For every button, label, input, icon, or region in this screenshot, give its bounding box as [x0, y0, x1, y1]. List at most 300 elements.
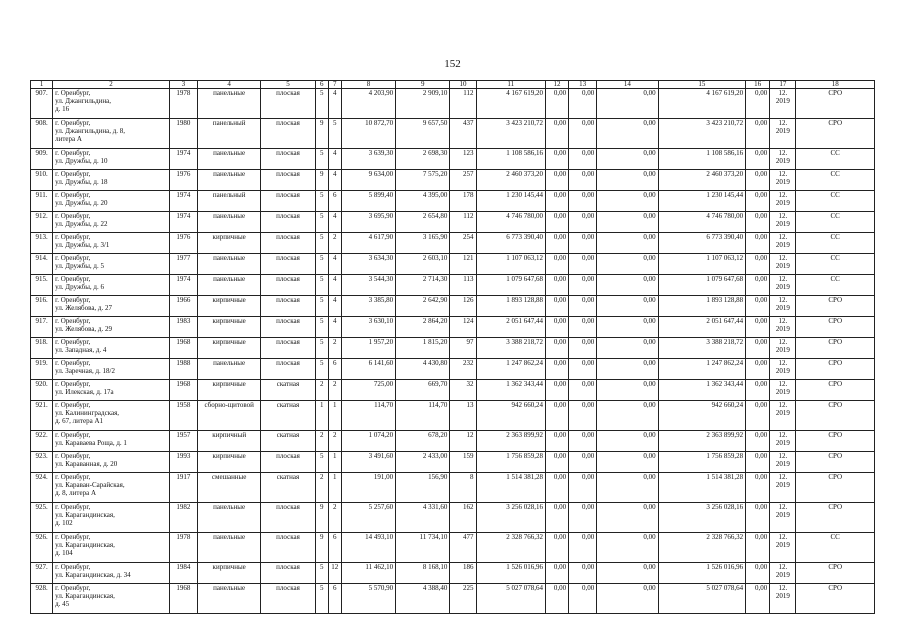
roof-type-cell: плоская — [261, 191, 315, 212]
wall-material-cell: панельные — [197, 584, 260, 614]
cost-col-14-cell: 0,00 — [597, 212, 658, 233]
total-area-cell: 3 630,10 — [341, 317, 395, 338]
commission-year-cell: 1982 — [169, 503, 197, 533]
wall-material-cell: панельные — [197, 533, 260, 563]
planned-completion-line: 2019 — [775, 367, 790, 375]
address-line: ул. Карагандинская, — [55, 511, 115, 519]
planned-completion-cell — [770, 503, 796, 533]
wall-material-cell: кирпичные — [197, 338, 260, 359]
wall-material-cell: панельные — [197, 254, 260, 275]
fund-formation-method-cell: СРО — [796, 317, 875, 338]
wall-material-cell: панельные — [197, 275, 260, 296]
total-area-cell: 14 493,10 — [341, 533, 395, 563]
address-cell — [53, 149, 170, 170]
address-cell — [53, 452, 170, 473]
cost-col-16-cell: 0,00 — [746, 191, 770, 212]
planned-completion-line: 2019 — [775, 199, 790, 207]
total-cost-cell: 1 514 381,28 — [476, 473, 545, 503]
total-cost-cell: 2 328 766,32 — [476, 533, 545, 563]
wall-material-cell: панельные — [197, 149, 260, 170]
cost-col-13-cell: 0,00 — [569, 533, 597, 563]
planned-completion-cell — [770, 89, 796, 119]
fund-formation-method-cell: СС — [796, 170, 875, 191]
cost-col-15-cell: 2 328 766,32 — [658, 533, 746, 563]
cost-col-12-cell: 0,00 — [545, 584, 568, 614]
commission-year-cell: 1993 — [169, 452, 197, 473]
cost-col-12-cell: 0,00 — [545, 563, 568, 584]
address-line: г. Оренбург, — [55, 296, 91, 304]
floors-count-cell: 5 — [315, 275, 328, 296]
floors-count-cell: 5 — [315, 212, 328, 233]
commission-year-cell: 1978 — [169, 533, 197, 563]
cost-col-13-cell: 0,00 — [569, 233, 597, 254]
address-line: ул. Карагандинская, — [55, 592, 115, 600]
total-cost-cell: 3 388 218,72 — [476, 338, 545, 359]
total-area-cell: 191,00 — [341, 473, 395, 503]
table-row — [31, 275, 875, 296]
table-row — [31, 533, 875, 563]
residents-count-cell: 113 — [450, 275, 476, 296]
total-area-cell: 5 899,40 — [341, 191, 395, 212]
cost-col-13-cell: 0,00 — [569, 149, 597, 170]
total-cost-cell: 1 362 343,44 — [476, 380, 545, 401]
cost-col-16-cell: 0,00 — [746, 584, 770, 614]
address-line: г. Оренбург, — [55, 401, 91, 409]
residents-count-cell: 12 — [450, 431, 476, 452]
total-area-cell: 4 617,90 — [341, 233, 395, 254]
wall-material-cell: панельные — [197, 89, 260, 119]
planned-completion-line: 12. — [778, 212, 788, 220]
entrances-count-cell: 2 — [328, 431, 341, 452]
address-line: ул. Караванная, д. 20 — [55, 460, 118, 468]
total-area-cell: 10 872,70 — [341, 119, 395, 149]
planned-completion-cell — [770, 452, 796, 473]
cost-col-16-cell: 0,00 — [746, 119, 770, 149]
cost-col-16-cell: 0,00 — [746, 89, 770, 119]
planned-completion-line: 2019 — [775, 220, 790, 228]
planned-completion-line: 12. — [778, 533, 788, 541]
cost-col-13-cell: 0,00 — [569, 359, 597, 380]
cost-col-13-cell: 0,00 — [569, 170, 597, 191]
cost-col-16-cell: 0,00 — [746, 431, 770, 452]
table-row — [31, 431, 875, 452]
address-line: г. Оренбург, — [55, 503, 91, 511]
cost-col-15-cell: 1 756 859,28 — [658, 452, 746, 473]
address-line: г. Оренбург, — [55, 473, 91, 481]
cost-col-12-cell: 0,00 — [545, 380, 568, 401]
table-row — [31, 233, 875, 254]
fund-formation-method-cell: СРО — [796, 380, 875, 401]
row-number-cell: 926. — [31, 533, 53, 563]
wall-material-cell: панельные — [197, 170, 260, 191]
row-number-cell: 915. — [31, 275, 53, 296]
commission-year-cell: 1958 — [169, 401, 197, 431]
roof-type-cell: скатная — [261, 473, 315, 503]
cost-col-14-cell: 0,00 — [597, 191, 658, 212]
total-area-cell: 5 257,60 — [341, 503, 395, 533]
table-row — [31, 401, 875, 431]
entrances-count-cell: 4 — [328, 149, 341, 170]
column-number-14: 14 — [597, 81, 658, 89]
total-cost-cell: 1 756 859,28 — [476, 452, 545, 473]
commission-year-cell: 1983 — [169, 317, 197, 338]
fund-formation-method-cell: СРО — [796, 359, 875, 380]
planned-completion-line: 12. — [778, 473, 788, 481]
entrances-count-cell: 2 — [328, 380, 341, 401]
residential-area-cell: 678,20 — [396, 431, 450, 452]
address-line: ул. Желябова, д. 27 — [55, 304, 112, 312]
planned-completion-line: 12. — [778, 452, 788, 460]
table-row — [31, 212, 875, 233]
address-line: ул. Дружбы, д. 5 — [55, 262, 104, 270]
address-line: ул. Карагандинская, д. 34 — [55, 571, 131, 579]
commission-year-cell: 1966 — [169, 296, 197, 317]
fund-formation-method-cell: СС — [796, 149, 875, 170]
column-number-4: 4 — [197, 81, 260, 89]
cost-col-14-cell: 0,00 — [597, 473, 658, 503]
cost-col-13-cell: 0,00 — [569, 191, 597, 212]
row-number-cell: 910. — [31, 170, 53, 191]
entrances-count-cell: 4 — [328, 170, 341, 191]
floors-count-cell: 2 — [315, 431, 328, 452]
cost-col-15-cell: 1 247 862,24 — [658, 359, 746, 380]
row-number-cell: 917. — [31, 317, 53, 338]
cost-col-12-cell: 0,00 — [545, 254, 568, 275]
total-cost-cell: 1 107 063,12 — [476, 254, 545, 275]
cost-col-14-cell: 0,00 — [597, 431, 658, 452]
entrances-count-cell: 1 — [328, 401, 341, 431]
cost-col-12-cell: 0,00 — [545, 401, 568, 431]
row-number-cell: 924. — [31, 473, 53, 503]
cost-col-13-cell: 0,00 — [569, 431, 597, 452]
address-line: г. Оренбург, — [55, 170, 91, 178]
planned-completion-line: 12. — [778, 191, 788, 199]
wall-material-cell: кирпичные — [197, 380, 260, 401]
address-line: г. Оренбург, — [55, 359, 91, 367]
residents-count-cell: 8 — [450, 473, 476, 503]
cost-col-15-cell: 1 079 647,68 — [658, 275, 746, 296]
commission-year-cell: 1974 — [169, 191, 197, 212]
row-number-cell: 907. — [31, 89, 53, 119]
address-line: г. Оренбург, — [55, 191, 91, 199]
wall-material-cell: панельный — [197, 119, 260, 149]
entrances-count-cell: 2 — [328, 338, 341, 359]
housing-register-table — [30, 80, 875, 614]
residential-area-cell: 7 575,20 — [396, 170, 450, 191]
total-area-cell: 3 634,30 — [341, 254, 395, 275]
planned-completion-cell — [770, 296, 796, 317]
total-cost-cell: 942 660,24 — [476, 401, 545, 431]
commission-year-cell: 1978 — [169, 89, 197, 119]
residential-area-cell: 156,90 — [396, 473, 450, 503]
address-line: ул. Караваева Роща, д. 1 — [55, 439, 127, 447]
residential-area-cell: 4 331,60 — [396, 503, 450, 533]
planned-completion-line: 2019 — [775, 178, 790, 186]
table-row — [31, 359, 875, 380]
commission-year-cell: 1976 — [169, 170, 197, 191]
entrances-count-cell: 1 — [328, 452, 341, 473]
address-cell — [53, 254, 170, 275]
planned-completion-line: 2019 — [775, 241, 790, 249]
cost-col-15-cell: 1 107 063,12 — [658, 254, 746, 275]
residential-area-cell: 2 654,80 — [396, 212, 450, 233]
planned-completion-line: 2019 — [775, 511, 790, 519]
wall-material-cell: панельные — [197, 503, 260, 533]
planned-completion-line: 2019 — [775, 409, 790, 417]
entrances-count-cell: 4 — [328, 317, 341, 338]
cost-col-16-cell: 0,00 — [746, 233, 770, 254]
page-number: 152 — [444, 58, 461, 70]
address-line: г. Оренбург, — [55, 533, 91, 541]
address-cell — [53, 401, 170, 431]
total-area-cell: 6 141,60 — [341, 359, 395, 380]
cost-col-13-cell: 0,00 — [569, 338, 597, 359]
floors-count-cell: 5 — [315, 254, 328, 275]
residential-area-cell: 4 388,40 — [396, 584, 450, 614]
cost-col-12-cell: 0,00 — [545, 452, 568, 473]
table-row — [31, 296, 875, 317]
planned-completion-line: 12. — [778, 119, 788, 127]
cost-col-12-cell: 0,00 — [545, 191, 568, 212]
residents-count-cell: 257 — [450, 170, 476, 191]
entrances-count-cell: 1 — [328, 473, 341, 503]
residential-area-cell: 114,70 — [396, 401, 450, 431]
wall-material-cell: панельные — [197, 212, 260, 233]
planned-completion-line: 2019 — [775, 592, 790, 600]
row-number-cell: 919. — [31, 359, 53, 380]
cost-col-15-cell: 3 423 210,72 — [658, 119, 746, 149]
entrances-count-cell: 6 — [328, 584, 341, 614]
planned-completion-line: 12. — [778, 233, 788, 241]
cost-col-14-cell: 0,00 — [597, 233, 658, 254]
address-line: г. Оренбург, — [55, 380, 91, 388]
address-line: г. Оренбург, — [55, 275, 91, 283]
column-number-2: 2 — [53, 81, 170, 89]
roof-type-cell: плоская — [261, 503, 315, 533]
table-row — [31, 452, 875, 473]
cost-col-12-cell: 0,00 — [545, 473, 568, 503]
floors-count-cell: 5 — [315, 584, 328, 614]
cost-col-16-cell: 0,00 — [746, 533, 770, 563]
planned-completion-line: 2019 — [775, 127, 790, 135]
address-line: ул. Заречная, д. 18/2 — [55, 367, 115, 375]
address-line: ул. Дружбы, д. 3/1 — [55, 241, 110, 249]
row-number-cell: 922. — [31, 431, 53, 452]
floors-count-cell: 5 — [315, 563, 328, 584]
cost-col-15-cell: 1 893 128,88 — [658, 296, 746, 317]
column-number-1: 1 — [31, 81, 53, 89]
entrances-count-cell: 2 — [328, 233, 341, 254]
address-cell — [53, 503, 170, 533]
cost-col-13-cell: 0,00 — [569, 254, 597, 275]
planned-completion-cell — [770, 431, 796, 452]
column-number-18: 18 — [796, 81, 875, 89]
cost-col-16-cell: 0,00 — [746, 317, 770, 338]
address-cell — [53, 296, 170, 317]
cost-col-15-cell: 3 256 028,16 — [658, 503, 746, 533]
address-line: ул. Дружбы, д. 22 — [55, 220, 108, 228]
floors-count-cell: 9 — [315, 170, 328, 191]
planned-completion-cell — [770, 212, 796, 233]
address-line: ул. Дружбы, д. 18 — [55, 178, 108, 186]
wall-material-cell: кирпичные — [197, 452, 260, 473]
residents-count-cell: 477 — [450, 533, 476, 563]
planned-completion-line: 12. — [778, 254, 788, 262]
cost-col-13-cell: 0,00 — [569, 452, 597, 473]
cost-col-13-cell: 0,00 — [569, 317, 597, 338]
residential-area-cell: 2 642,90 — [396, 296, 450, 317]
address-cell — [53, 191, 170, 212]
roof-type-cell: плоская — [261, 338, 315, 359]
cost-col-12-cell: 0,00 — [545, 533, 568, 563]
cost-col-16-cell: 0,00 — [746, 401, 770, 431]
residents-count-cell: 97 — [450, 338, 476, 359]
commission-year-cell: 1977 — [169, 254, 197, 275]
total-cost-cell: 1 526 016,96 — [476, 563, 545, 584]
roof-type-cell: плоская — [261, 296, 315, 317]
total-cost-cell: 6 773 390,40 — [476, 233, 545, 254]
roof-type-cell: плоская — [261, 533, 315, 563]
entrances-count-cell: 6 — [328, 533, 341, 563]
total-area-cell: 1 074,20 — [341, 431, 395, 452]
cost-col-12-cell: 0,00 — [545, 89, 568, 119]
planned-completion-line: 2019 — [775, 97, 790, 105]
total-cost-cell: 1 230 145,44 — [476, 191, 545, 212]
commission-year-cell: 1968 — [169, 380, 197, 401]
wall-material-cell: кирпичный — [197, 431, 260, 452]
fund-formation-method-cell: СРО — [796, 473, 875, 503]
address-cell — [53, 359, 170, 380]
residents-count-cell: 124 — [450, 317, 476, 338]
residents-count-cell: 112 — [450, 89, 476, 119]
wall-material-cell: кирпичные — [197, 233, 260, 254]
cost-col-12-cell: 0,00 — [545, 431, 568, 452]
planned-completion-line: 12. — [778, 563, 788, 571]
address-cell — [53, 233, 170, 254]
commission-year-cell: 1980 — [169, 119, 197, 149]
address-line: г. Оренбург, — [55, 452, 91, 460]
row-number-cell: 913. — [31, 233, 53, 254]
residents-count-cell: 186 — [450, 563, 476, 584]
cost-col-15-cell: 4 746 780,00 — [658, 212, 746, 233]
cost-col-15-cell: 2 460 373,20 — [658, 170, 746, 191]
entrances-count-cell: 2 — [328, 503, 341, 533]
table-row — [31, 89, 875, 119]
total-area-cell: 4 203,90 — [341, 89, 395, 119]
address-line: г. Оренбург, — [55, 233, 91, 241]
address-line: г. Оренбург, — [55, 431, 91, 439]
floors-count-cell: 2 — [315, 380, 328, 401]
planned-completion-cell — [770, 359, 796, 380]
cost-col-16-cell: 0,00 — [746, 149, 770, 170]
row-number-cell: 912. — [31, 212, 53, 233]
commission-year-cell: 1974 — [169, 212, 197, 233]
floors-count-cell: 2 — [315, 473, 328, 503]
cost-col-14-cell: 0,00 — [597, 149, 658, 170]
column-number-6: 6 — [315, 81, 328, 89]
planned-completion-cell — [770, 584, 796, 614]
floors-count-cell: 5 — [315, 359, 328, 380]
wall-material-cell: сборно-щитовой — [197, 401, 260, 431]
planned-completion-cell — [770, 275, 796, 296]
cost-col-12-cell: 0,00 — [545, 233, 568, 254]
residential-area-cell: 2 714,30 — [396, 275, 450, 296]
commission-year-cell: 1957 — [169, 431, 197, 452]
residential-area-cell: 4 430,80 — [396, 359, 450, 380]
floors-count-cell: 5 — [315, 233, 328, 254]
entrances-count-cell: 12 — [328, 563, 341, 584]
commission-year-cell: 1968 — [169, 338, 197, 359]
total-cost-cell: 1 893 128,88 — [476, 296, 545, 317]
planned-completion-line: 12. — [778, 584, 788, 592]
cost-col-16-cell: 0,00 — [746, 275, 770, 296]
fund-formation-method-cell: СС — [796, 233, 875, 254]
address-cell — [53, 170, 170, 191]
cost-col-13-cell: 0,00 — [569, 584, 597, 614]
column-number-11: 11 — [476, 81, 545, 89]
commission-year-cell: 1917 — [169, 473, 197, 503]
row-number-cell: 909. — [31, 149, 53, 170]
total-area-cell: 3 385,80 — [341, 296, 395, 317]
column-number-7: 7 — [328, 81, 341, 89]
table-row — [31, 254, 875, 275]
cost-col-12-cell: 0,00 — [545, 317, 568, 338]
address-cell — [53, 380, 170, 401]
floors-count-cell: 5 — [315, 452, 328, 473]
total-area-cell: 3 639,30 — [341, 149, 395, 170]
address-line: г. Оренбург, — [55, 563, 91, 571]
residents-count-cell: 121 — [450, 254, 476, 275]
residential-area-cell: 2 698,30 — [396, 149, 450, 170]
residents-count-cell: 13 — [450, 401, 476, 431]
floors-count-cell: 5 — [315, 317, 328, 338]
total-area-cell: 5 570,90 — [341, 584, 395, 614]
table-row — [31, 380, 875, 401]
roof-type-cell: скатная — [261, 401, 315, 431]
planned-completion-line: 12. — [778, 431, 788, 439]
cost-col-14-cell: 0,00 — [597, 170, 658, 191]
address-cell — [53, 275, 170, 296]
roof-type-cell: плоская — [261, 233, 315, 254]
roof-type-cell: плоская — [261, 317, 315, 338]
cost-col-13-cell: 0,00 — [569, 296, 597, 317]
planned-completion-line: 12. — [778, 380, 788, 388]
cost-col-16-cell: 0,00 — [746, 473, 770, 503]
cost-col-12-cell: 0,00 — [545, 119, 568, 149]
cost-col-16-cell: 0,00 — [746, 563, 770, 584]
cost-col-14-cell: 0,00 — [597, 584, 658, 614]
planned-completion-cell — [770, 191, 796, 212]
address-line: г. Оренбург, — [55, 212, 91, 220]
address-line: ул. Дружбы, д. 10 — [55, 157, 108, 165]
fund-formation-method-cell: СРО — [796, 119, 875, 149]
planned-completion-line: 2019 — [775, 541, 790, 549]
total-area-cell: 3 491,60 — [341, 452, 395, 473]
column-number-8: 8 — [341, 81, 395, 89]
residential-area-cell: 2 433,00 — [396, 452, 450, 473]
table-row — [31, 473, 875, 503]
cost-col-12-cell: 0,00 — [545, 503, 568, 533]
residential-area-cell: 4 395,00 — [396, 191, 450, 212]
cost-col-12-cell: 0,00 — [545, 296, 568, 317]
address-line: ул. Дружбы, д. 6 — [55, 283, 104, 291]
column-number-3: 3 — [169, 81, 197, 89]
entrances-count-cell: 4 — [328, 296, 341, 317]
row-number-cell: 916. — [31, 296, 53, 317]
cost-col-12-cell: 0,00 — [545, 338, 568, 359]
cost-col-15-cell: 942 660,24 — [658, 401, 746, 431]
planned-completion-line: 12. — [778, 275, 788, 283]
